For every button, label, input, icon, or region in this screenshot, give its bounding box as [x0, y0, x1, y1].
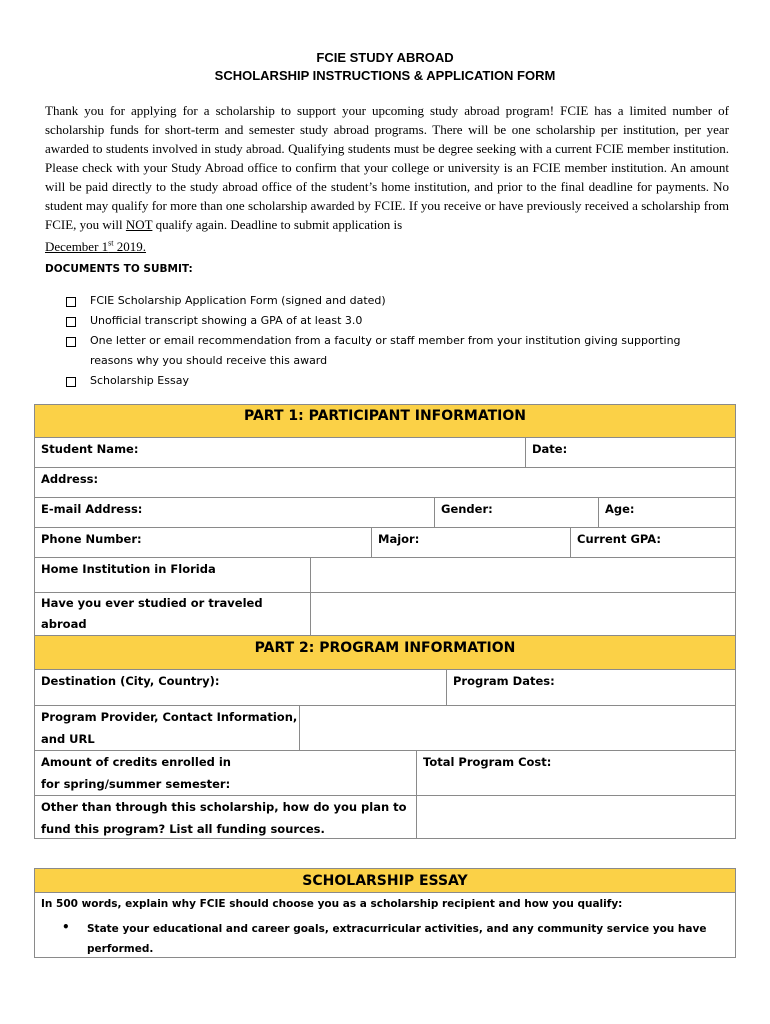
checkbox[interactable] — [66, 377, 76, 387]
checkbox[interactable] — [66, 297, 76, 307]
credits-label — [34, 750, 417, 796]
student-name-field[interactable]: Student Name: — [34, 437, 526, 468]
provider-label — [34, 705, 300, 751]
email-field[interactable]: E-mail Address: — [34, 497, 435, 528]
deadline-ordinal: st — [108, 239, 114, 248]
funding-input[interactable] — [416, 795, 736, 839]
part1-header: PART 1: PARTICIPANT INFORMATION — [34, 404, 736, 438]
age-field[interactable]: Age: — [598, 497, 736, 528]
essay-bullet-line1: State your educational and career goals, extracurricular activities, and any community service you have — [87, 923, 707, 935]
program-dates-field[interactable]: Program Dates: — [446, 669, 736, 706]
provider-input[interactable] — [299, 705, 736, 751]
gender-field[interactable]: Gender: — [434, 497, 599, 528]
documents-checklist — [66, 291, 716, 391]
checklist-item — [66, 371, 716, 391]
essay-prompt: In 500 words, explain why FCIE should choose you as a scholarship recipient and how you qualify: — [41, 898, 623, 910]
home-institution-label: Home Institution in Florida — [34, 557, 311, 593]
essay-section — [34, 892, 736, 958]
major-field[interactable]: Major: — [371, 527, 571, 558]
home-institution-input[interactable] — [310, 557, 736, 593]
date-field[interactable]: Date: — [525, 437, 736, 468]
intro-text-end: qualify again. Deadline to submit application is — [152, 217, 403, 232]
deadline-date — [45, 239, 146, 254]
essay-header: SCHOLARSHIP ESSAY — [34, 868, 736, 893]
destination-field[interactable]: Destination (City, Country): — [34, 669, 447, 706]
credits-label-line1: Amount of credits enrolled in — [41, 755, 231, 769]
checklist-item — [66, 311, 716, 331]
funding-label — [34, 795, 417, 839]
studied-abroad-label-line1: Have you ever studied or traveled abroad — [41, 596, 263, 631]
checklist-item-label: Unofficial transcript showing a GPA of at least 3.0 — [90, 314, 363, 327]
documents-heading: DOCUMENTS TO SUBMIT: — [45, 263, 193, 275]
checkbox[interactable] — [66, 317, 76, 327]
form-title-line2: SCHOLARSHIP INSTRUCTIONS & APPLICATION FORM — [214, 68, 556, 83]
gpa-field[interactable]: Current GPA: — [570, 527, 736, 558]
checklist-item-label: Scholarship Essay — [90, 374, 189, 387]
checkbox[interactable] — [66, 337, 76, 347]
total-cost-field[interactable]: Total Program Cost: — [416, 750, 736, 796]
address-field[interactable]: Address: — [34, 467, 736, 498]
part2-header: PART 2: PROGRAM INFORMATION — [34, 635, 736, 670]
intro-paragraph — [45, 101, 729, 256]
provider-label-line1: Program Provider, Contact Information, — [41, 710, 298, 724]
form-title-line1: FCIE STUDY ABROAD — [316, 50, 454, 65]
essay-bullet-line2: performed. — [87, 943, 154, 955]
checklist-item — [66, 291, 716, 311]
credits-label-line2: for spring/summer semester: — [41, 777, 231, 791]
funding-label-line2: fund this program? List all funding sources. — [41, 822, 325, 836]
intro-text: Thank you for applying for a scholarship to support your upcoming study abroad program! FCIE has a limited number of scholarship funds for short-term and semester study abroad programs. There will be one scholarship per institution, per year awarded to students involved in study abroad. Qualifying students must be degree seeking with a current FCIE member institution. Please check with your Study Abroad office to confirm that your college or university is an FCIE member institution. An amount will be paid directly to the study abroad office of the student’s home institution, and prior to the final deadline for payments. No student may qualify for more than one scholarship awarded by FCIE. If you receive or have previously received a scholarship from FCIE, you will — [45, 103, 729, 232]
checklist-item-label: One letter or email recommendation from a faculty or staff member from your institution giving supporting reasons why you should receive this award — [90, 334, 681, 367]
deadline-year: 2019. — [113, 239, 147, 255]
studied-abroad-label — [34, 592, 311, 636]
checklist-item — [66, 331, 716, 371]
checklist-item-label: FCIE Scholarship Application Form (signed and dated) — [90, 294, 386, 307]
phone-field[interactable]: Phone Number: — [34, 527, 372, 558]
studied-abroad-input[interactable] — [310, 592, 736, 636]
bullet-icon: • — [62, 920, 70, 934]
deadline-day: December 1 — [45, 239, 109, 255]
funding-label-line1: Other than through this scholarship, how do you plan to — [41, 800, 407, 814]
provider-label-line2: and URL — [41, 732, 95, 746]
essay-bullet — [87, 919, 727, 959]
intro-not-emphasis: NOT — [125, 217, 153, 232]
